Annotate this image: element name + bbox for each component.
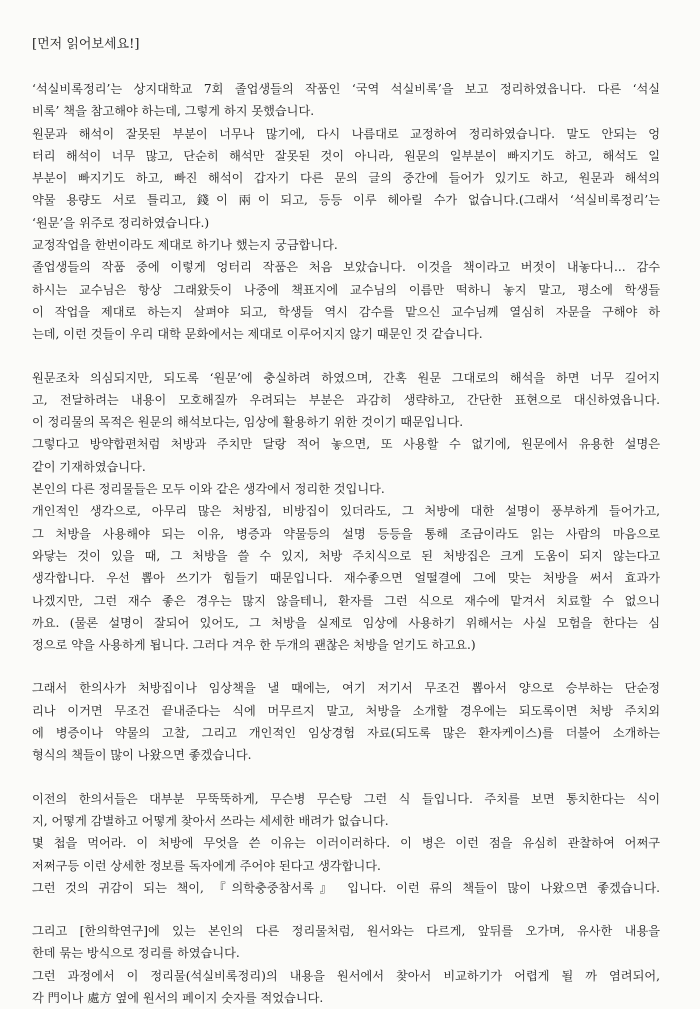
paragraph: [32, 788, 660, 899]
document-heading: [먼저 읽어보세요!]: [32, 37, 140, 52]
text-line: ‘석실비록정리’는 상지대학교 7회 졸업생들의 작품인 ‘국역 석실비록’을 보고 정리하였읍니다. 다른 ‘석실: [32, 82, 660, 96]
text-line: 한데 묶는 방식으로 정리를 하였습니다.: [32, 946, 240, 961]
text-line: 그런 것의 귀감이 되는 책이, 『의학충중참서록』 입니다. 이런 류의 책들이 많이 나왔으면 좋겠습니다.: [32, 880, 660, 895]
text-line: 개인적인 생각으로, 아무리 많은 처방집, 비방집이 있더라도, 그 처방에 대한 설명이 풍부하게 들어가고,: [32, 504, 660, 519]
text-line: 와닿는 것이 있을 때, 그 처방을 쓸 수 있지, 처방 주치식으로 된 처방집은 크게 도움이 되지 않는다고: [32, 548, 660, 563]
text-line: 고, 전달하려는 내용이 모호해질까 우려되는 부분은 과감히 생략하고, 간단한 표현으로 대신하였읍니다.: [32, 392, 660, 407]
text-line: 이전의 한의서들은 대부분 무뚝뚝하게, 무슨병 무슨탕 그런 식 들입니다. 주치를 보면 통치한다는 식이: [32, 791, 660, 806]
text-line: 그런 과정에서 이 정리물(석실비록정리)의 내용을 원서에서 찾아서 비교하기가 어렵게 될 까 염려되어,: [32, 968, 660, 983]
text-line: 졸업생들의 작품 중에 이렇게 엉터리 작품은 처음 보았습니다. 이것을 책이라고 버젓이 내놓다니... 감수: [32, 260, 660, 275]
text-line: 는데, 이런 것들이 우리 대학 문화에서는 제대로 이루어지지 않기 때문인 것 같습니다.: [32, 327, 483, 342]
text-line: 그 처방을 사용해야 되는 이유, 병증과 약물등의 설명 등등을 통해 조금이라도 읽는 사람의 마음으로: [32, 526, 660, 541]
paragraph-gap: [32, 899, 660, 920]
text-line: 까요. (물론 설명이 잘되어 있어도, 그 처방을 실제로 임상에 사용하기 위해서는 사실 모험을 한다는 심: [32, 615, 660, 630]
text-line: 하시는 교수님은 항상 그래왔듯이 나중에 책표지에 교수님의 이름만 떡하니 놓지 말고, 평소에 학생들: [32, 282, 660, 297]
text-line: ‘원문’을 위주로 정리하였습니다.): [32, 215, 210, 230]
text-line: 지, 어떻게 감별하고 어떻게 찾아서 쓰라는 세세한 배려가 없습니다.: [32, 813, 389, 828]
text-line: 리나 이거면 무조건 끝내준다는 식에 머무르지 말고, 처방을 소개할 경우에는 되도록이면 처방 주치외: [32, 703, 660, 718]
paragraph-gap: [32, 656, 660, 677]
text-line: 몇 첩을 먹어라. 이 처방에 무엇을 쓴 이유는 이러이러하다. 이 병은 이런 점을 유심히 관찰하여 어쩌구: [32, 836, 660, 851]
text-line: 원문과 해석이 잘못된 부분이 너무나 많기에, 다시 나름대로 교정하여 정리하였습니다. 말도 안되는 엉: [32, 126, 660, 141]
text-line: 약물 용량도 서로 틀리고, 錢이 兩이 되고, 등등 이루 헤아릴 수가 없습니다.(그래서 ‘석실비록정리’는: [32, 193, 660, 208]
text-line: 부분이 빠지기도 하고, 빠진 해석이 갑자기 다른 문의 글의 중간에 들어가 있기도 하고, 원문과 해석의: [32, 171, 660, 186]
text-line: 비록’ 책을 참고해야 하는데, 그렇게 하지 못했습니다.: [32, 104, 315, 119]
text-line: 형식의 책들이 많이 나왔으면 좋겠습니다.: [32, 748, 252, 763]
paragraph-gap: [32, 767, 660, 788]
text-line: 정으로 약을 사용하게 됩니다. 그러다 겨우 한 두개의 괜찮은 처방을 얻기도 하고요.): [32, 638, 476, 653]
text-line: 이 정리물의 목적은 원문의 해석보다는, 임상에 활용하기 위한 것이기 때문입니다.: [32, 415, 464, 430]
paragraph: [32, 677, 660, 766]
text-line: 각 門이나 處方 옆에 원서의 페이지 숫자를 적었습니다.: [32, 990, 324, 1005]
text-line: 그렇다고 방약합편처럼 처방과 주치만 달랑 적어 놓으면, 또 사용할 수 없기에, 원문에서 유용한 설명은: [32, 437, 660, 452]
document-body: [32, 78, 660, 1009]
text-line: 저쩌구등 이런 상세한 정보를 독자에게 주어야 된다고 생각합니다.: [32, 858, 381, 873]
text-line: 에 병증이나 약물의 고찰, 그리고 개인적인 임상경험 자료(되도록 많은 환자케이스)를 더불어 소개하는: [32, 726, 660, 741]
text-line: 원문조차 의심되지만, 되도록 ‘원문’에 충실하려 하였으며, 간혹 원문 그대로의 해석을 하면 너무 길어지: [32, 370, 660, 385]
text-line: 생각합니다. 우선 뽑아 쓰기가 힘들기 때문입니다. 재수좋으면 얼떨결에 그에 맞는 처방을 써서 효과가: [32, 571, 660, 586]
paragraph: [32, 920, 660, 1009]
text-line: 그래서 한의사가 처방집이나 임상책을 낼 때에는, 여기 저기서 무조건 뽑아서 양으로 승부하는 단순정: [32, 681, 660, 696]
text-line: 그리고 [한의학연구]에 있는 본인의 다른 정리물처럼, 원서와는 다르게, 앞뒤를 오가며, 유사한 내용을: [32, 924, 660, 939]
text-line: 교정작업을 한번이라도 제대로 하기나 했는지 궁금합니다.: [32, 238, 338, 253]
text-line: 본인의 다른 정리물들은 모두 이와 같은 생각에서 정리한 것입니다.: [32, 482, 385, 497]
text-line: 이 작업을 제대로 하는지 살펴야 되고, 학생들 역시 감수를 맡으신 교수님께 열심히 자문을 구해야 하: [32, 304, 660, 319]
text-line: 같이 기재하였습니다.: [32, 459, 146, 474]
text-line: 나겠지만, 그런 재수 좋은 경우는 많지 않을테니, 환자를 그런 식으로 재수에 맡겨서 치료할 수 없으니: [32, 593, 660, 608]
paragraph: [32, 367, 660, 657]
paragraph: [32, 78, 660, 346]
paragraph-gap: [32, 346, 660, 367]
text-line: 터리 해석이 너무 많고, 단순히 해석만 잘못된 것이 아니라, 원문의 일부분이 빠지기도 하고, 해석도 일: [32, 148, 660, 163]
